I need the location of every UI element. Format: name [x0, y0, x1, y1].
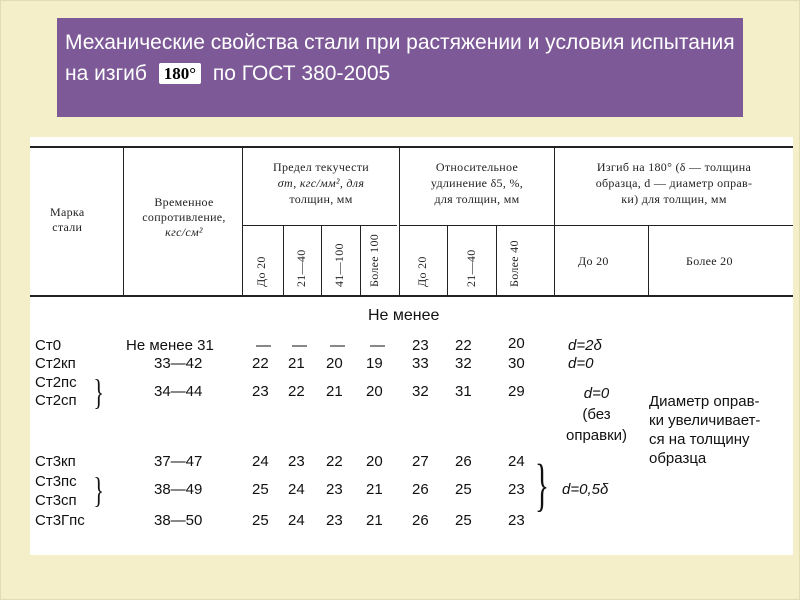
col-divider [360, 225, 361, 297]
yield-cell: 20 [326, 355, 343, 372]
elong-sub-over-40: Более 40 [507, 240, 521, 287]
bend-cell: d=0 (без оправки) [566, 385, 628, 444]
elong-cell: 23 [508, 481, 525, 498]
yield-cell: 19 [366, 355, 383, 372]
yield-cell: 24 [288, 481, 305, 498]
elong-cell: 22 [455, 337, 472, 354]
yield-cell: 25 [252, 512, 269, 529]
elong-cell: 27 [412, 453, 429, 470]
col-divider [321, 225, 322, 297]
elong-sub-up-to-20: До 20 [415, 256, 429, 287]
col-divider [496, 225, 497, 297]
yield-cell: — [256, 337, 271, 354]
slide-title [65, 27, 735, 89]
bend-cell: d=0,5δ [562, 481, 609, 498]
title-degree-badge: 180° [159, 63, 201, 84]
yield-cell: 22 [288, 383, 305, 400]
elong-cell: 26 [455, 453, 472, 470]
tensile-value: 37—47 [154, 453, 203, 470]
grade-st2sp: Ст2сп [35, 392, 77, 409]
yield-cell: — [330, 337, 345, 354]
bend-header: Изгиб на 180° (δ — толщина образца, d — диаметр оправ- ки) для толщин, мм [595, 160, 753, 206]
bend-over-20-note: Диаметр оправ- ки увеличивает- ся на толщину образца [649, 393, 761, 467]
col-divider [123, 147, 124, 297]
yield-cell: — [370, 337, 385, 354]
bend-cell: d=0 [568, 355, 594, 372]
tensile-header: Временное сопротивление, кгс/см² [142, 195, 226, 239]
tensile-value: 33—42 [154, 355, 203, 372]
bend-cell: d=2δ [568, 337, 602, 354]
grade-bracket-brace: } [93, 470, 104, 510]
elong-cell: 33 [412, 355, 429, 372]
table-top-rule [30, 146, 793, 148]
col-divider [648, 225, 649, 297]
yield-cell: 21 [366, 512, 383, 529]
yield-cell: 23 [252, 383, 269, 400]
yield-cell: 20 [366, 383, 383, 400]
grade-st3kp: Ст3кп [35, 453, 76, 470]
yield-header: Предел текучести σт, кгс/мм², для толщин, мм [273, 160, 369, 206]
title-text-before: Механические свойства стали при растяжении и условия испытания на изгиб [65, 31, 735, 85]
yield-cell: 22 [252, 355, 269, 372]
yield-sub-21-40: 21—40 [294, 249, 308, 287]
grade-header: Марка стали [50, 205, 85, 234]
elong-cell: 23 [508, 512, 525, 529]
col-divider [242, 147, 243, 297]
properties-table-image [30, 137, 793, 555]
yield-cell: — [292, 337, 307, 354]
slide-title-box [57, 18, 743, 117]
elong-cell: 32 [412, 383, 429, 400]
elong-group-brace: } [534, 452, 549, 517]
yield-cell: 25 [252, 481, 269, 498]
yield-cell: 23 [288, 453, 305, 470]
min-values-label: Не менее [368, 307, 440, 324]
col-divider [554, 147, 555, 297]
elong-cell: 26 [412, 481, 429, 498]
yield-cell: 21 [326, 383, 343, 400]
elong-header: Относительное удлинение δ5, %, для толщин, мм [430, 160, 524, 206]
grade-st3gps: Ст3Гпс [35, 512, 85, 529]
yield-cell: 22 [326, 453, 343, 470]
yield-sub-up-to-20: До 20 [254, 256, 268, 287]
bend-sub-over-20: Более 20 [686, 254, 733, 268]
elong-cell: 25 [455, 481, 472, 498]
grade-st3ps: Ст3пс [35, 473, 77, 490]
grade-st2ps: Ст2пс [35, 374, 77, 391]
yield-cell: 23 [326, 481, 343, 498]
header-bottom-rule [30, 295, 793, 297]
elong-cell: 30 [508, 355, 525, 372]
yield-cell: 23 [326, 512, 343, 529]
grade-bracket-brace: } [93, 372, 104, 412]
elong-cell: 24 [508, 453, 525, 470]
elong-cell: 23 [412, 337, 429, 354]
tensile-value: Не менее 31 [126, 337, 214, 354]
yield-cell: 21 [366, 481, 383, 498]
col-divider [283, 225, 284, 297]
yield-cell: 24 [288, 512, 305, 529]
tensile-value: 34—44 [154, 383, 203, 400]
grade-st0: Ст0 [35, 337, 62, 354]
title-text-after: по ГОСТ 380-2005 [212, 62, 391, 85]
bend-sub-up-to-20: До 20 [578, 254, 609, 268]
col-divider [447, 225, 448, 297]
yield-subheader-rule [242, 225, 397, 226]
elong-cell: 26 [412, 512, 429, 529]
yield-cell: 24 [252, 453, 269, 470]
elong-cell: 31 [455, 383, 472, 400]
tensile-value: 38—50 [154, 512, 203, 529]
yield-cell: 20 [366, 453, 383, 470]
elong-cell: 32 [455, 355, 472, 372]
elong-cell: 20 [508, 335, 525, 352]
elong-cell: 25 [455, 512, 472, 529]
yield-cell: 21 [288, 355, 305, 372]
grade-st2kp: Ст2кп [35, 355, 76, 372]
elong-cell: 29 [508, 383, 525, 400]
elong-subheader-rule [399, 225, 554, 226]
bend-subheader-rule [554, 225, 793, 226]
tensile-value: 38—49 [154, 481, 203, 498]
yield-sub-41-100: 41—100 [332, 243, 346, 287]
grade-st3sp: Ст3сп [35, 492, 77, 509]
elong-sub-21-40: 21—40 [464, 249, 478, 287]
yield-sub-over-100: Более 100 [367, 233, 381, 287]
